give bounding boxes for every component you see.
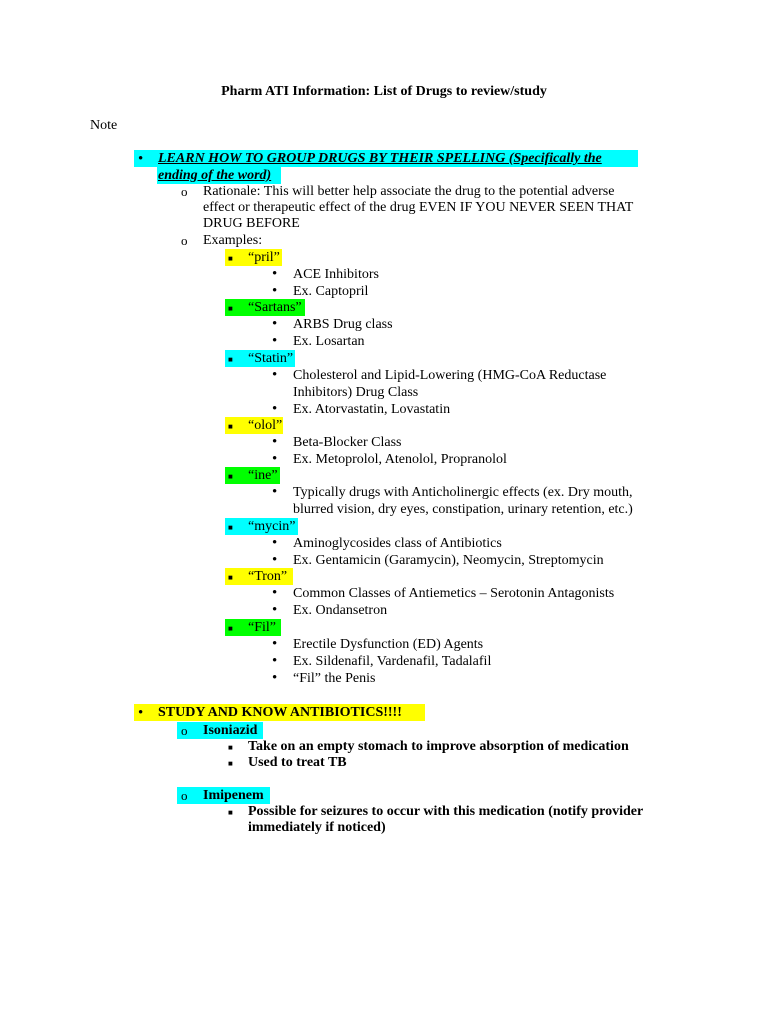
examples-label: Examples: (203, 233, 263, 248)
bullet-marker: • (272, 316, 278, 332)
suffix-item: Ex. Captopril (293, 283, 369, 299)
bullet-marker: • (272, 535, 278, 551)
suffix-item: blurred vision, dry eyes, constipation, urinary retention, etc.) (293, 501, 633, 517)
suffix-item: Cholesterol and Lipid-Lowering (HMG-CoA Reductase (293, 368, 607, 383)
square-marker: ■ (228, 304, 233, 313)
square-marker: ■ (228, 355, 233, 364)
bullet-marker: • (272, 636, 278, 652)
square-marker: ■ (228, 254, 233, 263)
square-marker: ■ (228, 523, 233, 532)
bullet-marker: • (272, 585, 278, 601)
suffix-item: ACE Inhibitors (293, 267, 379, 282)
circle-marker: o (181, 788, 188, 803)
bullet-marker: • (272, 400, 278, 417)
drug-point: Used to treat TB (248, 755, 347, 770)
suffix-item: Erectile Dysfunction (ED) Agents (293, 637, 484, 652)
suffix-item: Ex. Gentamicin (Garamycin), Neomycin, Streptomycin (293, 552, 604, 568)
square-marker: ■ (228, 472, 233, 481)
rationale-line2: effect or therapeutic effect of the drug EVEN IF YOU NEVER SEEN THAT (203, 200, 634, 215)
section1-heading-line1: LEARN HOW TO GROUP DRUGS BY THEIR SPELLING (Specifically the (158, 151, 602, 166)
suffix-label: “Tron” (248, 569, 288, 584)
suffix-label: “olol” (248, 418, 283, 433)
square-marker: ■ (228, 759, 233, 768)
drug-name-imipenem: Imipenem (203, 788, 264, 803)
drug-name-isoniazid: Isoniazid (203, 723, 258, 738)
suffix-item: Ex. Ondansetron (293, 602, 388, 618)
bullet-marker: • (138, 705, 144, 721)
suffix-label: “Fil” (248, 620, 276, 635)
bullet-marker: • (272, 434, 278, 450)
rationale-line1: Rationale: This will better help associate the drug to the potential adverse (203, 184, 615, 199)
suffix-item: Ex. Metoprolol, Atenolol, Propranolol (293, 451, 507, 467)
bullet-marker: • (272, 484, 278, 500)
bullet-marker: • (272, 450, 278, 467)
page-title: Pharm ATI Information: List of Drugs to review/study (221, 84, 547, 99)
bullet-marker: • (272, 282, 278, 299)
bullet-marker: • (272, 652, 278, 669)
suffix-item: Typically drugs with Anticholinergic effects (ex. Dry mouth, (293, 485, 633, 500)
suffix-label: “Statin” (248, 351, 294, 366)
bullet-marker: • (138, 151, 144, 167)
bullet-marker: • (272, 266, 278, 282)
suffix-item: Ex. Atorvastatin, Lovastatin (293, 401, 451, 417)
bullet-marker: • (272, 551, 278, 568)
square-marker: ■ (228, 743, 233, 752)
suffix-label: “mycin” (248, 519, 296, 534)
drug-point: Possible for seizures to occur with this medication (notify provider (248, 804, 644, 819)
rationale-line3: DRUG BEFORE (203, 216, 300, 231)
circle-marker: o (181, 723, 188, 738)
circle-marker: o (181, 233, 188, 248)
bullet-marker: • (272, 669, 278, 686)
suffix-item: Common Classes of Antiemetics – Serotonin Antagonists (293, 586, 615, 601)
bullet-marker: • (272, 601, 278, 618)
note-label: Note (90, 118, 118, 133)
suffix-item: Ex. Sildenafil, Vardenafil, Tadalafil (293, 653, 492, 669)
suffix-item: “Fil” the Penis (293, 670, 376, 686)
square-marker: ■ (228, 808, 233, 817)
suffix-item: ARBS Drug class (293, 317, 393, 332)
drug-point: Take on an empty stomach to improve absorption of medication (248, 739, 629, 754)
suffix-item: Inhibitors) Drug Class (293, 384, 419, 400)
square-marker: ■ (228, 624, 233, 633)
bullet-marker: • (272, 367, 278, 383)
suffix-item: Aminoglycosides class of Antibiotics (293, 536, 502, 551)
section2-heading: STUDY AND KNOW ANTIBIOTICS!!!! (158, 705, 402, 720)
bullet-marker: • (272, 332, 278, 349)
suffix-label: “Sartans” (248, 300, 302, 315)
suffix-item: Ex. Losartan (293, 333, 365, 349)
suffix-label: “ine” (248, 468, 278, 483)
suffix-label: “pril” (248, 250, 280, 265)
section1-heading-line2: ending of the word) (158, 168, 272, 183)
square-marker: ■ (228, 422, 233, 431)
square-marker: ■ (228, 573, 233, 582)
suffix-item: Beta-Blocker Class (293, 435, 402, 450)
circle-marker: o (181, 184, 188, 199)
drug-point: immediately if noticed) (248, 820, 386, 835)
